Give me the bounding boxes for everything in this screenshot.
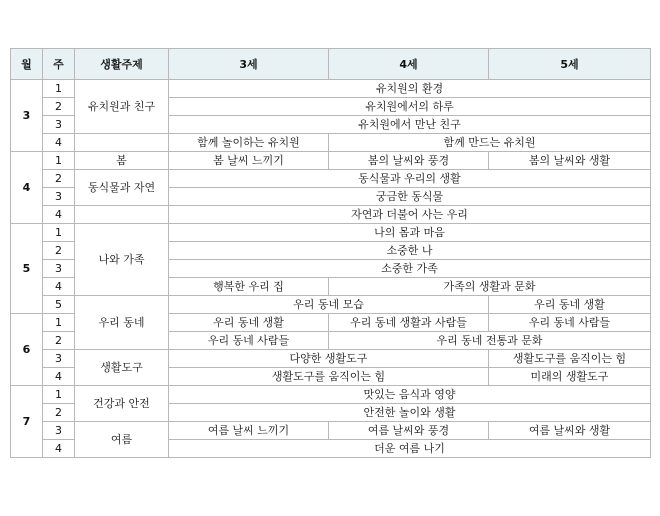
week-cell: 5 [43,296,75,314]
week-cell: 4 [43,134,75,152]
curriculum-table [10,48,651,458]
week-cell: 4 [43,440,75,458]
topic-cell-age3: 우리 동네 사람들 [169,332,329,350]
table-row [11,224,651,242]
topic-cell: 유치원의 환경 [169,80,651,98]
theme-cell: 나와 가족 [75,224,169,296]
month-cell: 7 [11,386,43,458]
theme-cell-empty [75,134,169,152]
week-cell: 1 [43,386,75,404]
week-cell: 4 [43,206,75,224]
theme-cell: 여름 [75,422,169,458]
topic-cell: 나의 몸과 마음 [169,224,651,242]
month-cell: 6 [11,314,43,386]
week-cell: 2 [43,332,75,350]
topic-cell: 유치원에서 만난 친구 [169,116,651,134]
theme-cell: 우리 동네 [75,296,169,350]
table-row [11,350,651,368]
week-cell: 3 [43,260,75,278]
topic-cell: 안전한 놀이와 생활 [169,404,651,422]
topic-cell-age34: 생활도구를 움직이는 힘 [169,368,489,386]
week-cell: 2 [43,98,75,116]
topic-cell: 소중한 나 [169,242,651,260]
header-week: 주 [43,49,75,80]
week-cell: 4 [43,368,75,386]
week-cell: 3 [43,116,75,134]
header-row [11,49,651,80]
table-row [11,296,651,314]
topic-cell-age5: 우리 동네 사람들 [489,314,651,332]
table-row [11,206,651,224]
topic-cell: 소중한 가족 [169,260,651,278]
topic-cell-age3: 행복한 우리 집 [169,278,329,296]
month-cell: 4 [11,152,43,224]
topic-cell: 더운 여름 나기 [169,440,651,458]
week-cell: 1 [43,80,75,98]
week-cell: 3 [43,422,75,440]
topic-cell: 맛있는 음식과 영양 [169,386,651,404]
week-cell: 1 [43,314,75,332]
theme-cell: 동식물과 자연 [75,170,169,206]
table-row [11,386,651,404]
topic-cell-age45: 우리 동네 전통과 문화 [329,332,651,350]
topic-cell-age34: 우리 동네 모습 [169,296,489,314]
theme-cell-empty [75,206,169,224]
week-cell: 2 [43,242,75,260]
topic-cell-age3: 여름 날씨 느끼기 [169,422,329,440]
week-cell: 3 [43,188,75,206]
table-row [11,80,651,98]
topic-cell: 동식물과 우리의 생활 [169,170,651,188]
topic-cell-age4: 여름 날씨와 풍경 [329,422,489,440]
theme-cell: 봄 [75,152,169,170]
theme-cell: 생활도구 [75,350,169,386]
topic-cell-age34: 다양한 생활도구 [169,350,489,368]
topic-cell-age4: 우리 동네 생활과 사람들 [329,314,489,332]
table-row [11,422,651,440]
week-cell: 1 [43,224,75,242]
topic-cell: 궁금한 동식물 [169,188,651,206]
month-cell: 5 [11,224,43,314]
table-row [11,152,651,170]
week-cell: 3 [43,350,75,368]
topic-cell-age3: 봄 날씨 느끼기 [169,152,329,170]
month-cell: 3 [11,80,43,152]
table-row [11,170,651,188]
week-cell: 2 [43,170,75,188]
topic-cell: 자연과 더불어 사는 우리 [169,206,651,224]
week-cell: 4 [43,278,75,296]
table-row [11,134,651,152]
topic-cell-age5: 봄의 날씨와 생활 [489,152,651,170]
topic-cell-age5: 미래의 생활도구 [489,368,651,386]
topic-cell-age3: 함께 놀이하는 유치원 [169,134,329,152]
header-month: 월 [11,49,43,80]
topic-cell-age4: 봄의 날씨와 풍경 [329,152,489,170]
header-age3: 3세 [169,49,329,80]
week-cell: 1 [43,152,75,170]
topic-cell-age45: 함께 만드는 유치원 [329,134,651,152]
topic-cell: 유치원에서의 하루 [169,98,651,116]
header-age5: 5세 [489,49,651,80]
topic-cell-age5: 생활도구를 움직이는 힘 [489,350,651,368]
header-age4: 4세 [329,49,489,80]
week-cell: 2 [43,404,75,422]
header-theme: 생활주제 [75,49,169,80]
theme-cell: 건강과 안전 [75,386,169,422]
theme-cell: 유치원과 친구 [75,80,169,134]
topic-cell-age5: 우리 동네 생활 [489,296,651,314]
topic-cell-age45: 가족의 생활과 문화 [329,278,651,296]
topic-cell-age5: 여름 날씨와 생활 [489,422,651,440]
topic-cell-age3: 우리 동네 생활 [169,314,329,332]
